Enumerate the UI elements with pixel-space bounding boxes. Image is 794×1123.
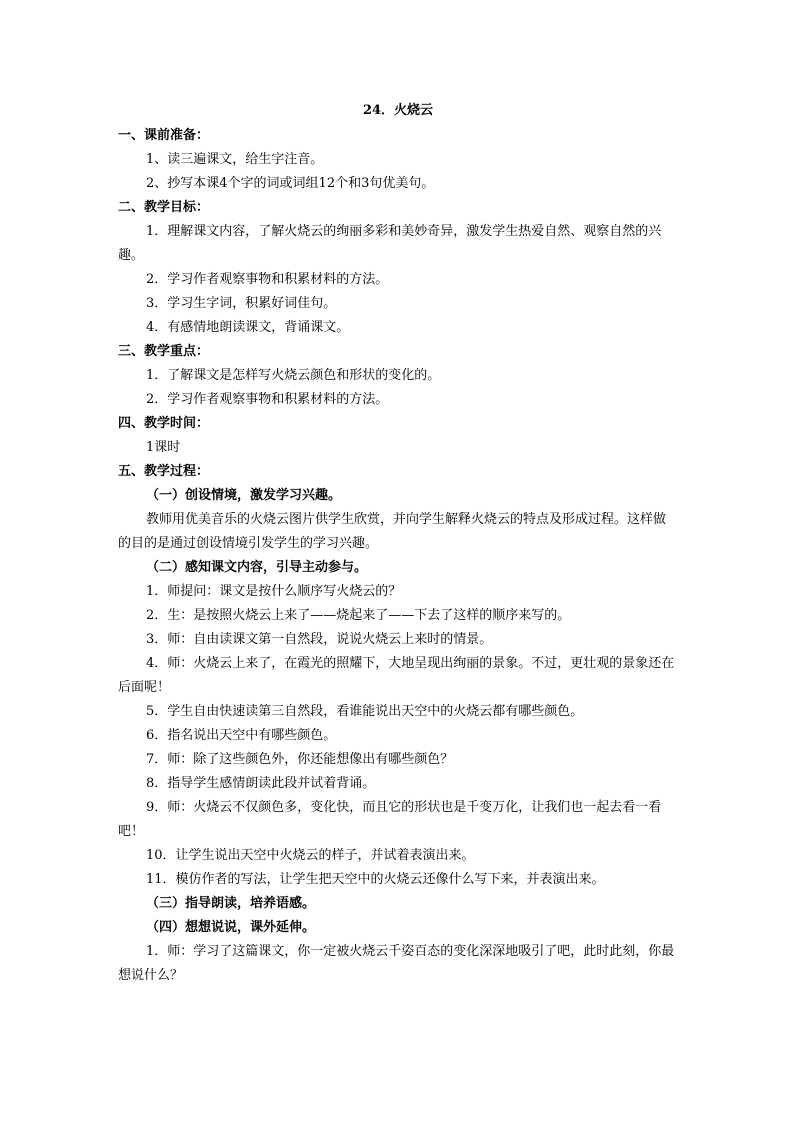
document-page [118, 100, 678, 988]
paragraph: 3．师：自由读课文第一自然段，说说火烧云上来时的情景。 [146, 632, 493, 647]
paragraph: 2．生：是按照火烧云上来了——烧起来了——下去了这样的顺序来写的。 [146, 608, 571, 623]
paragraph: 5．学生自由快速读第三自然段，看谁能说出天空中的火烧云都有哪些颜色。 [146, 704, 584, 719]
section-heading: 二、教学目标： [118, 200, 210, 215]
paragraph: 2、抄写本课4个字的词或词组12个和3句优美句。 [146, 176, 435, 191]
paragraph: 9．师：火烧云不仅颜色多，变化快，而且它的形状也是千变万化，让我们也一起去看一看吧！ [118, 800, 662, 839]
paragraph: 6．指名说出天空中有哪些颜色。 [146, 728, 337, 743]
paragraph: 10．让学生说出天空中火烧云的样子，并试着表演出来。 [146, 848, 475, 863]
paragraph: 3．学习生字词，积累好词佳句。 [146, 296, 337, 311]
paragraph: 1．了解课文是怎样写火烧云颜色和形状的变化的。 [146, 368, 441, 383]
paragraph: 1课时 [146, 440, 181, 455]
paragraph: 2．学习作者观察事物和积累材料的方法。 [146, 272, 389, 287]
document-body [118, 124, 678, 988]
paragraph: 7．师：除了这些颜色外，你还能想像出有哪些颜色？ [146, 752, 454, 767]
paragraph: 4．师：火烧云上来了，在霞光的照耀下，大地呈现出绚丽的景象。不过，更壮观的景象还在后面呢！ [118, 656, 675, 695]
section-heading: 三、教学重点： [118, 344, 210, 359]
paragraph: 教师用优美音乐的火烧云图片供学生欣赏，并向学生解释火烧云的特点及形成过程。这样做的目的是通过创设情境引发学生的学习兴趣。 [118, 512, 667, 551]
subsection-heading: （一）创设情境，激发学习兴趣。 [146, 488, 342, 503]
paragraph: 1．理解课文内容，了解火烧云的绚丽多彩和美妙奇异，激发学生热爱自然、观察自然的兴趣。 [118, 224, 662, 263]
subsection-heading: （二）感知课文内容，引导主动参与。 [146, 560, 368, 575]
subsection-heading: （三）指导朗读，培养语感。 [146, 896, 316, 911]
paragraph: 11．模仿作者的写法，让学生把天空中的火烧云还像什么写下来，并表演出来。 [146, 872, 605, 887]
subsection-heading: （四）想想说说，课外延伸。 [146, 920, 316, 935]
paragraph: 4．有感情地朗读课文，背诵课文。 [146, 320, 350, 335]
document-title: 24．火烧云 [362, 103, 434, 118]
paragraph: 1．师：学习了这篇课文，你一定被火烧云千姿百态的变化深深地吸引了吧，此时此刻，你最想说什么？ [118, 944, 675, 983]
paragraph: 1、读三遍课文，给生字注音。 [146, 152, 324, 167]
section-heading: 一、课前准备： [118, 128, 210, 143]
paragraph: 2．学习作者观察事物和积累材料的方法。 [146, 392, 389, 407]
section-heading: 四、教学时间： [118, 416, 210, 431]
paragraph: 1．师提问：课文是按什么顺序写火烧云的？ [146, 584, 402, 599]
paragraph: 8．指导学生感情朗读此段并试着背诵。 [146, 776, 376, 791]
section-heading: 五、教学过程： [118, 464, 210, 479]
